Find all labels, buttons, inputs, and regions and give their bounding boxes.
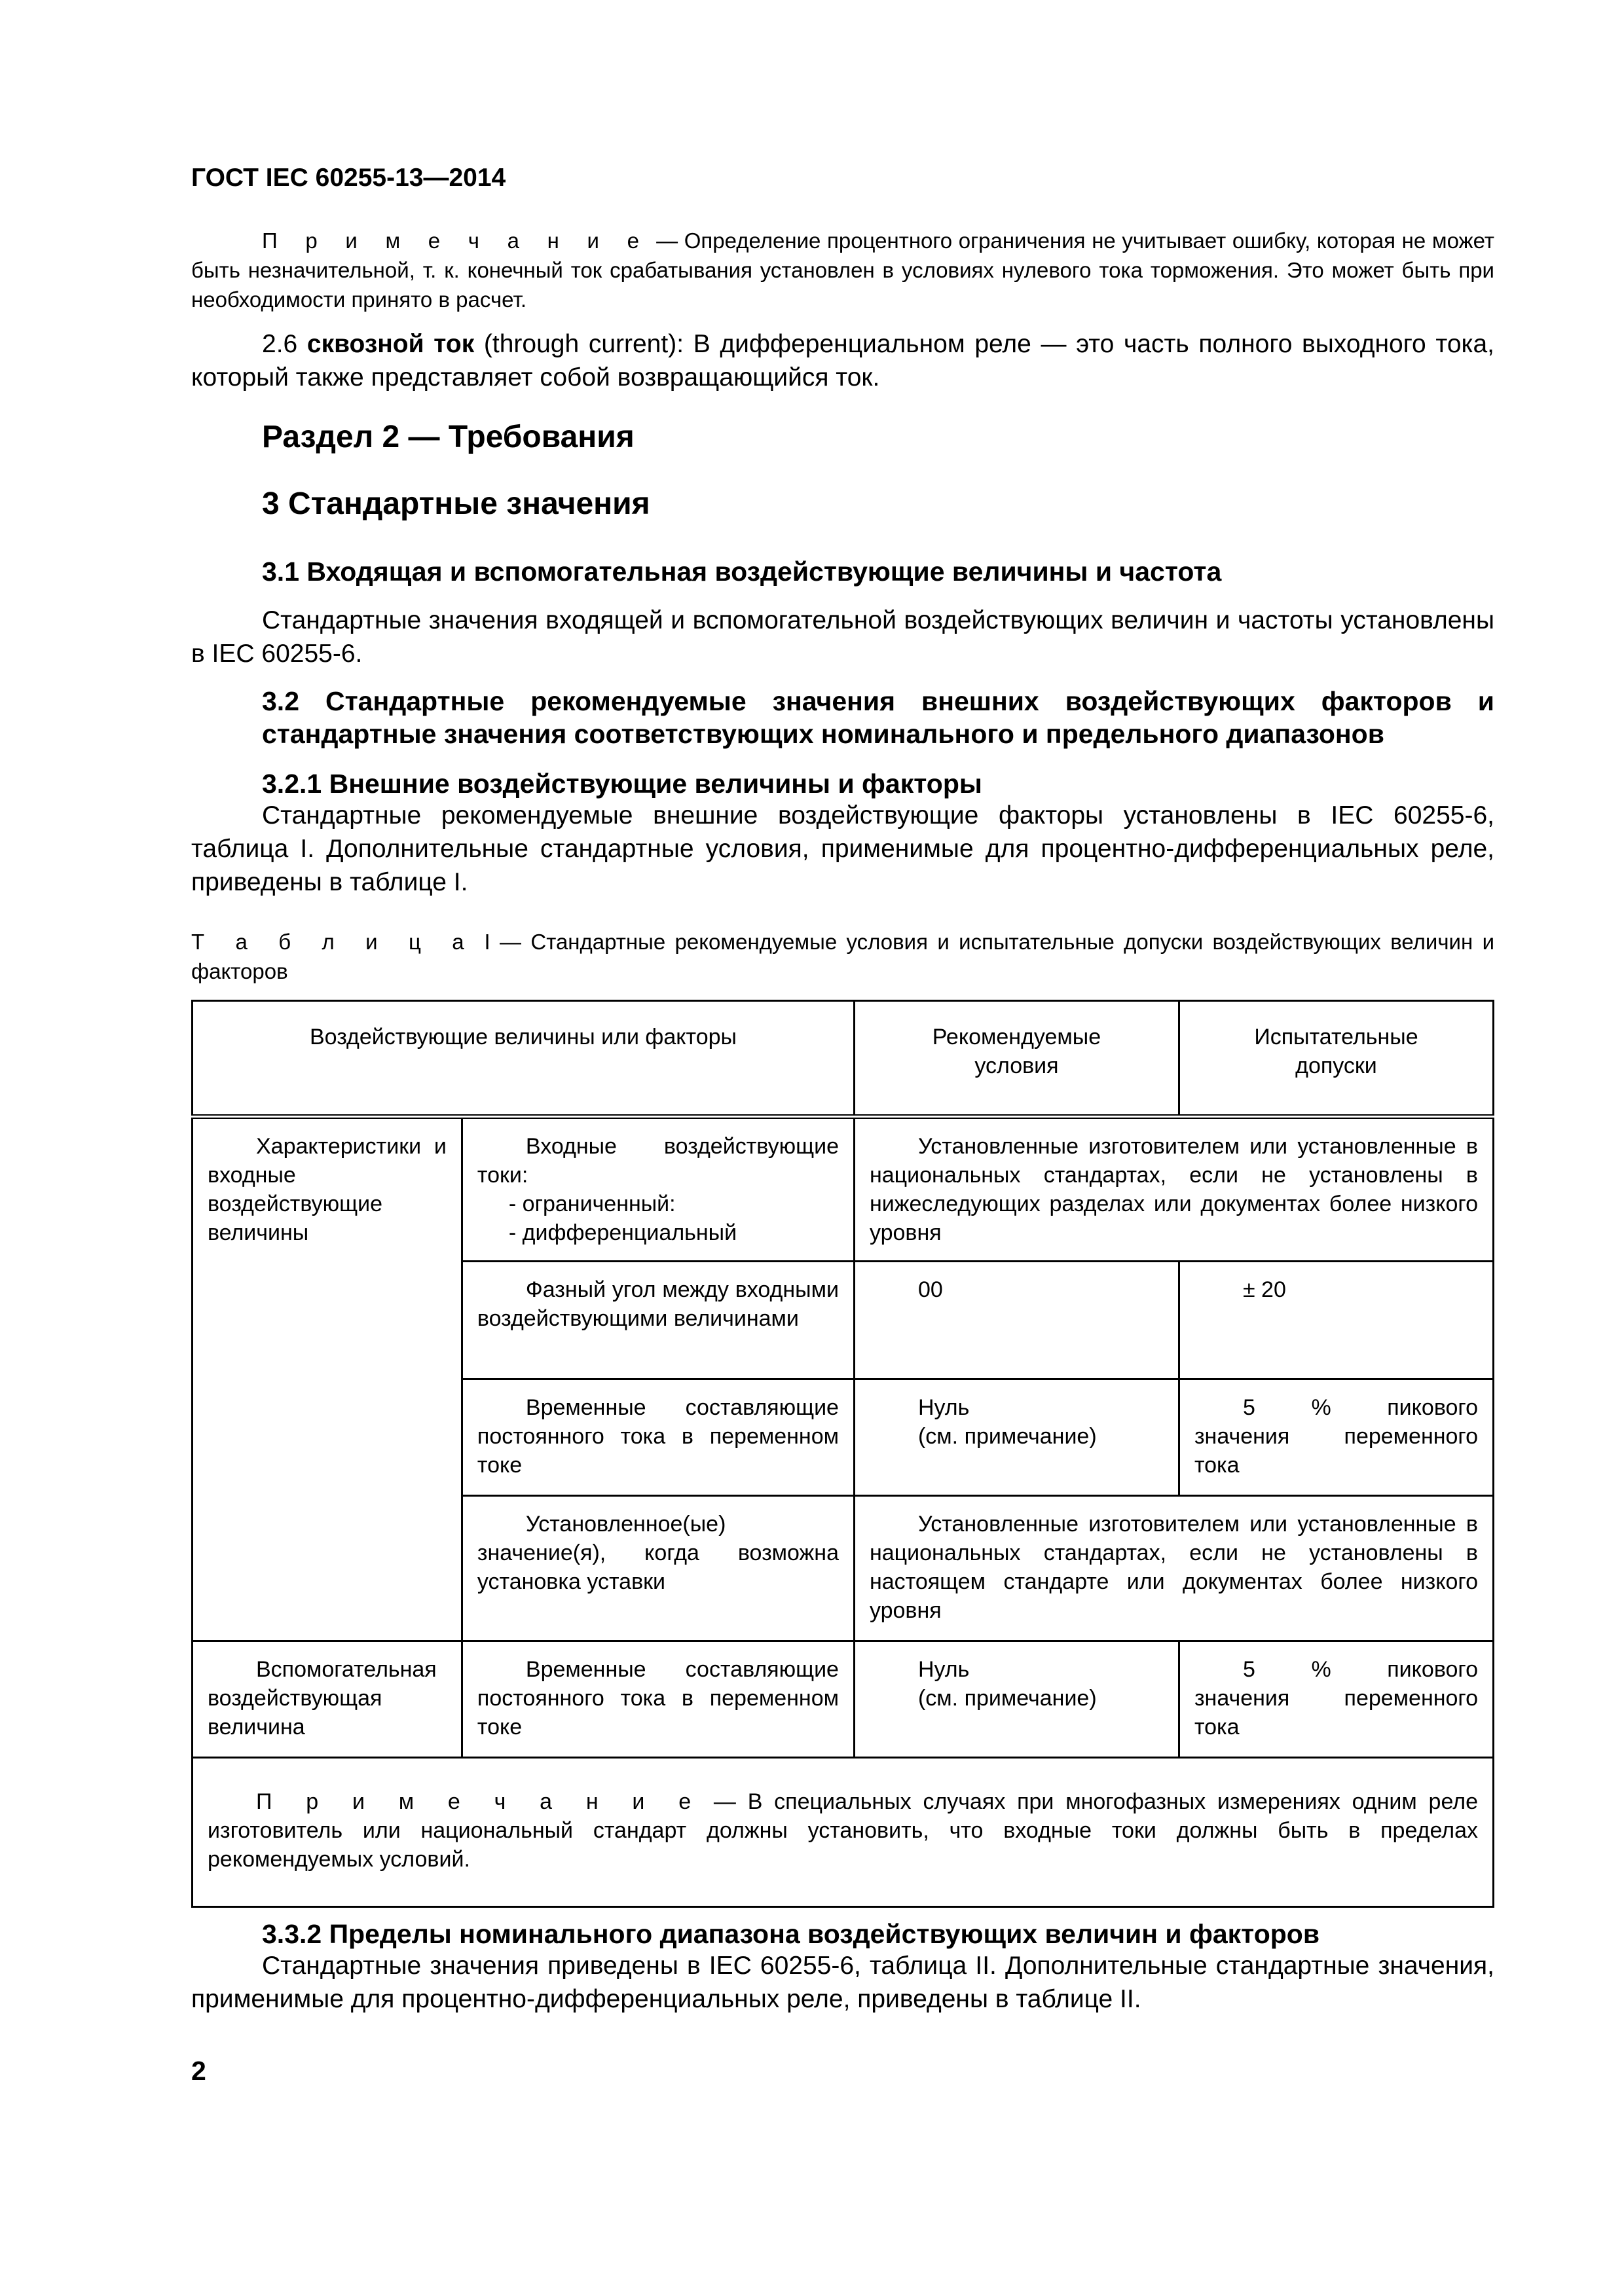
note-text: — Определение процентного ограничения не учитывает ошибку, которая не может быть незначительной, т. к. конечный ток срабатывания установлен в условиях нулевого тока торможения. Это может быть при необходимости принято в расчет.	[191, 228, 1494, 312]
section-3-1-heading: 3.1 Входящая и вспомогательная воздействующие величины и частота	[262, 556, 1222, 587]
section-3-2-heading: 3.2 Стандартные рекомендуемые значения внешних воздействующих факторов и стандартные значения соответствующих номинального и предельного диапазонов	[262, 686, 1494, 749]
header-tolerance	[1179, 1001, 1493, 1117]
section-3-heading: 3 Стандартные значения	[262, 486, 650, 521]
table-row	[193, 1117, 1494, 1262]
table-caption	[191, 927, 1494, 986]
definition-2-6	[191, 327, 1494, 394]
table-note-row	[193, 1758, 1494, 1907]
header-factors: Воздействующие величины или факторы	[193, 1001, 855, 1117]
section-3-1-text: Стандартные значения входящей и вспомогательной воздействующих величин и частоты установлены в IEC 60255-6.	[191, 606, 1494, 668]
row-merged-conditions: Установленные изготовителем или установленные в национальных стандартах, если не установлены в настоящем стандарте или документах более низкого уровня	[854, 1496, 1493, 1641]
header-recommended-line2: условия	[974, 1053, 1059, 1078]
definition-term: сквозной ток	[306, 330, 475, 358]
header-tolerance-line1: Испытательные	[1254, 1025, 1418, 1049]
requirements-table	[191, 1000, 1494, 1908]
row-dc-components: Временные составляющие постоянного тока в переменном токе	[462, 1641, 854, 1758]
section-3-2-1-text: Стандартные рекомендуемые внешние воздействующие факторы установлены в IEC 60255-6, таблица I. Дополнительные стандартные условия, применимые для процентно-дифференциальных реле, приведены в таблице I.	[191, 801, 1494, 896]
table-note-label: П р и м е ч а н и е	[256, 1789, 703, 1814]
row-tolerance-value: 5 % пикового значения переменного тока	[1179, 1379, 1493, 1496]
row-subitem-restricted: - ограниченный:	[508, 1192, 676, 1216]
row-phase-angle: Фазный угол между входными воздействующими величинами	[462, 1262, 854, 1379]
table-caption-label: Т а б л и ц а	[191, 930, 475, 954]
header-recommended-line1: Рекомендуемые	[932, 1025, 1101, 1049]
row-recommended-line1: Нуль	[917, 1395, 970, 1420]
row-tolerance-value: 5 % пикового значения переменного тока	[1179, 1641, 1493, 1758]
row-recommended-line1: Нуль	[917, 1657, 970, 1682]
group-input-quantities: Характеристики и входные воздействующие величины	[193, 1117, 462, 1641]
row-recommended-value: 00	[854, 1262, 1179, 1379]
section-3-2-1-heading: 3.2.1 Внешние воздействующие величины и факторы	[262, 769, 982, 799]
row-recommended-value	[854, 1379, 1179, 1496]
header-tolerance-line2: допуски	[1295, 1053, 1377, 1078]
row-merged-conditions: Установленные изготовителем или установленные в национальных стандартах, если не установлены в нижеследующих разделах или документах более низкого уровня	[854, 1117, 1493, 1262]
table-note-text: — В специальных случаях при многофазных измерениях одним реле изготовитель или национальный стандарт должны установить, что входные токи должны быть в пределах рекомендуемых условий.	[208, 1789, 1478, 1872]
row-recommended-value	[854, 1641, 1179, 1758]
row-tolerance-value: ± 20	[1179, 1262, 1493, 1379]
definition-number: 2.6	[262, 330, 307, 358]
table-header-row	[193, 1001, 1494, 1117]
row-dc-components: Временные составляющие постоянного тока в переменном токе	[462, 1379, 854, 1496]
row-subitem-differential: - дифференциальный	[508, 1220, 737, 1245]
table-caption-text: I — Стандартные рекомендуемые условия и испытательные допуски воздействующих величин и факторов	[191, 930, 1494, 983]
definition-text: (through current): В дифференциальном реле — это часть полного выходного тока, который также представляет собой возвращающийся ток.	[191, 330, 1494, 392]
table-note	[193, 1758, 1494, 1907]
row-recommended-line2: (см. примечание)	[917, 1686, 1097, 1711]
row-factor: Входные воздействующие токи:	[477, 1134, 839, 1188]
row-recommended-line2: (см. примечание)	[917, 1424, 1097, 1449]
section-3-3-2-heading: 3.3.2 Пределы номинального диапазона воздействующих величин и факторов	[262, 1919, 1320, 1949]
header-recommended	[854, 1001, 1179, 1117]
table-row	[193, 1641, 1494, 1758]
section-2-heading: Раздел 2 — Требования	[262, 420, 635, 454]
note-label: П р и м е ч а н и е	[262, 228, 650, 253]
group-auxiliary-quantity: Вспомогательная воздействующая величина	[193, 1641, 462, 1758]
standard-code-header: ГОСТ IEC 60255-13—2014	[191, 164, 506, 192]
note-percent-restraint	[191, 226, 1494, 314]
section-3-3-2-text: Стандартные значения приведены в IEC 60255-6, таблица II. Дополнительные стандартные значения, применимые для процентно-дифференциальных реле, приведены в таблице II.	[191, 1952, 1494, 2013]
row-input-currents	[462, 1117, 854, 1262]
row-setting-values: Установленное(ые) значение(я), когда возможна установка уставки	[462, 1496, 854, 1641]
page-number: 2	[191, 2056, 206, 2086]
